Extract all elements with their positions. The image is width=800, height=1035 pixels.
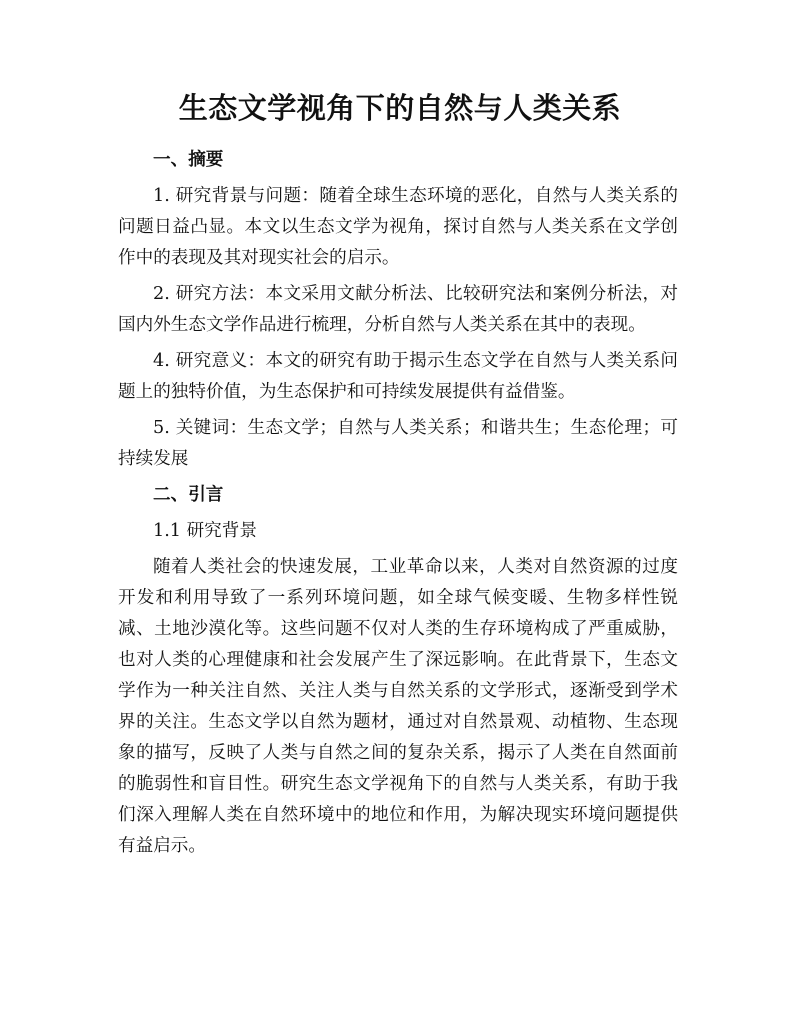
abstract-item-background: 1. 研究背景与问题：随着全球生态环境的恶化，自然与人类关系的问题日益凸显。本文以生态文学为视角，探讨自然与人类关系在文学创作中的表现及其对现实社会的启示。 xyxy=(118,186,678,268)
abstract-item-keywords: 5. 关键词：生态文学；自然与人类关系；和谐共生；生态伦理；可持续发展 xyxy=(118,418,678,469)
abstract-heading: 一、摘要 xyxy=(153,150,224,170)
abstract-item-significance: 4. 研究意义：本文的研究有助于揭示生态文学在自然与人类关系问题上的独特价值，为生态保护和可持续发展提供有益借鉴。 xyxy=(118,351,678,402)
introduction-heading: 二、引言 xyxy=(153,485,224,505)
abstract-item-method: 2. 研究方法：本文采用文献分析法、比较研究法和案例分析法，对国内外生态文学作品进行梳理，分析自然与人类关系在其中的表现。 xyxy=(118,284,678,335)
document-body xyxy=(118,145,678,862)
introduction-subheading: 1.1 研究背景 xyxy=(153,521,257,541)
document-title: 生态文学视角下的自然与人类关系 xyxy=(178,91,622,125)
introduction-paragraph: 随着人类社会的快速发展，工业革命以来，人类对自然资源的过度开发和利用导致了一系列环境问题，如全球气候变暖、生物多样性锐减、土地沙漠化等。这些问题不仅对人类的生存环境构成了严重威胁，也对人类的心理健康和社会发展产生了深远影响。在此背景下，生态文学作为一种关注自然、关注人类与自然关系的文学形式，逐渐受到学术界的关注。生态文学以自然为题材，通过对自然景观、动植物、生态现象的描写，反映了人类与自然之间的复杂关系，揭示了人类在自然面前的脆弱性和盲目性。研究生态文学视角下的自然与人类关系，有助于我们深入理解人类在自然环境中的地位和作用，为解决现实环境问题提供有益启示。 xyxy=(118,557,678,856)
